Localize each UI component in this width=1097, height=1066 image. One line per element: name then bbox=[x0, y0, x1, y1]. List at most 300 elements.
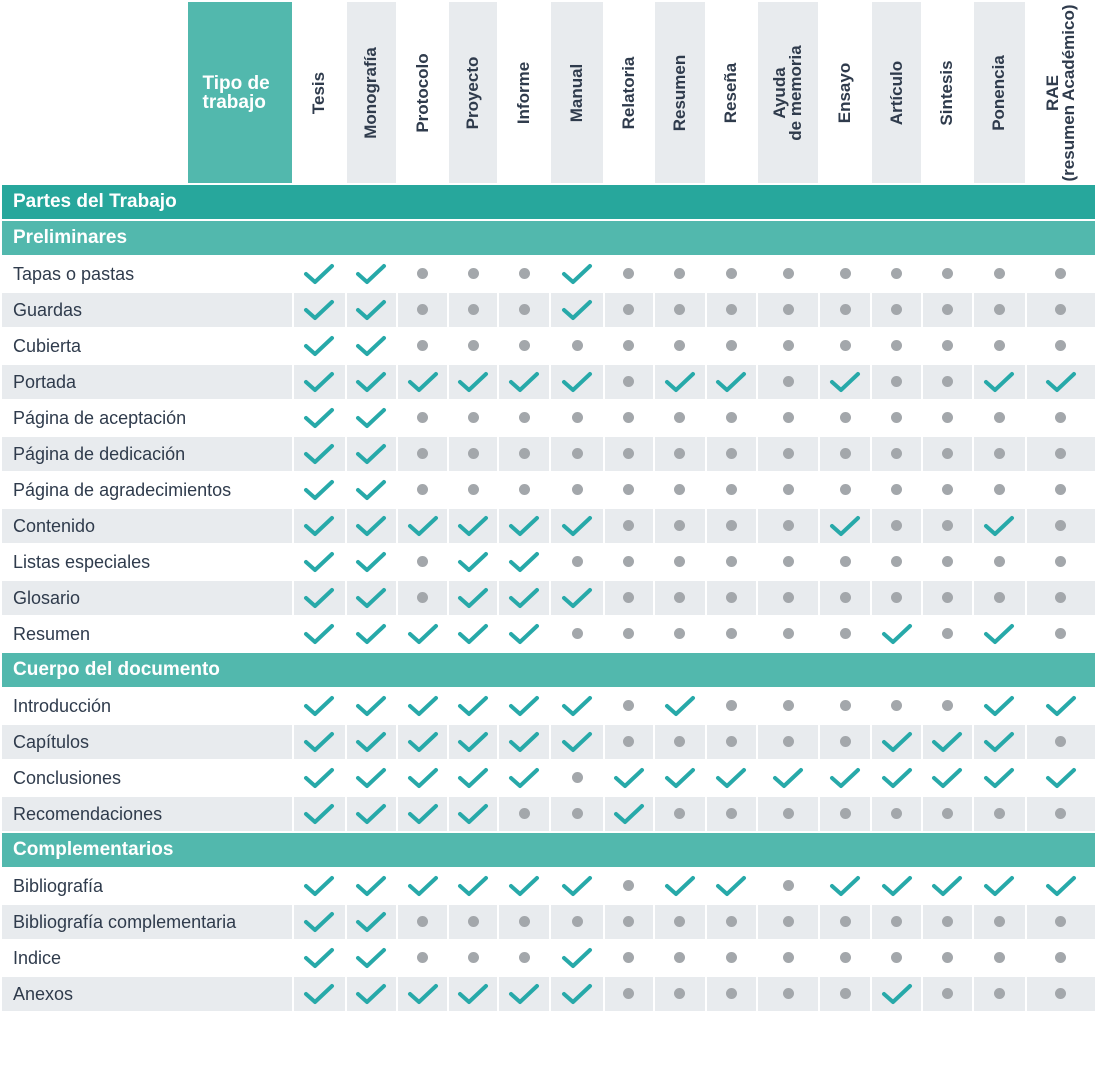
dot-icon bbox=[942, 916, 953, 927]
dot-icon bbox=[726, 592, 737, 603]
cell-included bbox=[448, 544, 498, 580]
cell-not-included bbox=[604, 688, 654, 724]
dot-icon bbox=[942, 304, 953, 315]
dot-icon bbox=[1055, 952, 1066, 963]
cell-not-included bbox=[757, 544, 819, 580]
dot-icon bbox=[1055, 484, 1066, 495]
dot-icon bbox=[840, 268, 851, 279]
dot-icon bbox=[942, 268, 953, 279]
cell-not-included bbox=[550, 616, 603, 652]
dot-icon bbox=[623, 556, 634, 567]
check-icon bbox=[983, 622, 1015, 646]
cell-not-included bbox=[550, 904, 603, 940]
cell-not-included bbox=[550, 760, 603, 796]
check-icon bbox=[303, 262, 335, 286]
dot-icon bbox=[674, 448, 685, 459]
cell-included bbox=[293, 328, 346, 364]
dot-icon bbox=[783, 988, 794, 999]
check-icon bbox=[508, 694, 540, 718]
cell-not-included bbox=[604, 472, 654, 508]
cell-not-included bbox=[604, 256, 654, 292]
dot-icon bbox=[942, 556, 953, 567]
check-icon bbox=[931, 730, 963, 754]
check-icon bbox=[664, 370, 696, 394]
dot-icon bbox=[783, 340, 794, 351]
cell-not-included bbox=[1026, 796, 1096, 832]
cell-not-included bbox=[706, 580, 757, 616]
cell-included bbox=[448, 688, 498, 724]
dot-icon bbox=[572, 772, 583, 783]
check-icon bbox=[355, 514, 387, 538]
dot-icon bbox=[674, 520, 685, 531]
cell-not-included bbox=[973, 580, 1026, 616]
dot-icon bbox=[942, 484, 953, 495]
table-row bbox=[1, 508, 1096, 544]
column-header bbox=[397, 1, 448, 184]
check-icon bbox=[457, 766, 489, 790]
row-label: Listas especiales bbox=[1, 544, 293, 580]
cell-included bbox=[757, 760, 819, 796]
dot-icon bbox=[840, 340, 851, 351]
dot-icon bbox=[1055, 736, 1066, 747]
check-icon bbox=[508, 874, 540, 898]
cell-included bbox=[706, 760, 757, 796]
dot-icon bbox=[994, 592, 1005, 603]
check-icon bbox=[407, 874, 439, 898]
cell-not-included bbox=[973, 436, 1026, 472]
dot-icon bbox=[1055, 304, 1066, 315]
cell-included bbox=[346, 688, 397, 724]
row-label: Página de agradecimientos bbox=[1, 472, 293, 508]
cell-not-included bbox=[604, 292, 654, 328]
cell-included bbox=[550, 688, 603, 724]
table-row bbox=[1, 364, 1096, 400]
cell-not-included bbox=[1026, 724, 1096, 760]
row-label: Introducción bbox=[1, 688, 293, 724]
dot-icon bbox=[417, 592, 428, 603]
dot-icon bbox=[783, 484, 794, 495]
cell-not-included bbox=[1026, 472, 1096, 508]
cell-not-included bbox=[973, 400, 1026, 436]
check-icon bbox=[457, 874, 489, 898]
check-icon bbox=[457, 694, 489, 718]
dot-icon bbox=[417, 448, 428, 459]
dot-icon bbox=[674, 628, 685, 639]
row-label: Página de dedicación bbox=[1, 436, 293, 472]
cell-included bbox=[448, 796, 498, 832]
cell-not-included bbox=[498, 400, 550, 436]
row-label: Bibliografía complementaria bbox=[1, 904, 293, 940]
dot-icon bbox=[840, 556, 851, 567]
dot-icon bbox=[994, 952, 1005, 963]
cell-not-included bbox=[757, 940, 819, 976]
column-header-label: Ayuda de memoria bbox=[770, 44, 806, 141]
dot-icon bbox=[891, 808, 902, 819]
check-icon bbox=[829, 766, 861, 790]
cell-not-included bbox=[922, 472, 972, 508]
cell-not-included bbox=[706, 688, 757, 724]
dot-icon bbox=[726, 988, 737, 999]
dot-icon bbox=[994, 448, 1005, 459]
cell-not-included bbox=[654, 472, 706, 508]
cell-not-included bbox=[819, 616, 871, 652]
section-row bbox=[1, 220, 1096, 256]
cell-not-included bbox=[922, 364, 972, 400]
cell-included bbox=[397, 868, 448, 904]
check-icon bbox=[355, 370, 387, 394]
column-header bbox=[1026, 1, 1096, 184]
dot-icon bbox=[783, 556, 794, 567]
check-icon bbox=[881, 730, 913, 754]
dot-icon bbox=[783, 592, 794, 603]
cell-included bbox=[550, 940, 603, 976]
cell-included bbox=[293, 940, 346, 976]
cell-included bbox=[448, 760, 498, 796]
cell-not-included bbox=[448, 328, 498, 364]
cell-not-included bbox=[604, 436, 654, 472]
cell-not-included bbox=[448, 436, 498, 472]
cell-included bbox=[346, 256, 397, 292]
cell-not-included bbox=[871, 256, 922, 292]
cell-included bbox=[448, 508, 498, 544]
cell-not-included bbox=[1026, 580, 1096, 616]
cell-not-included bbox=[819, 976, 871, 1012]
dot-icon bbox=[417, 304, 428, 315]
dot-icon bbox=[994, 556, 1005, 567]
dot-icon bbox=[726, 340, 737, 351]
dot-icon bbox=[783, 808, 794, 819]
dot-icon bbox=[417, 268, 428, 279]
cell-not-included bbox=[706, 436, 757, 472]
dot-icon bbox=[840, 736, 851, 747]
dot-icon bbox=[519, 448, 530, 459]
cell-not-included bbox=[757, 616, 819, 652]
dot-icon bbox=[674, 952, 685, 963]
column-header-label: Monografía bbox=[361, 46, 381, 139]
dot-icon bbox=[1055, 556, 1066, 567]
cell-not-included bbox=[819, 904, 871, 940]
check-icon bbox=[355, 982, 387, 1006]
dot-icon bbox=[1055, 412, 1066, 423]
dot-icon bbox=[1055, 916, 1066, 927]
cell-included bbox=[973, 760, 1026, 796]
header-row bbox=[1, 1, 1096, 184]
cell-not-included bbox=[654, 724, 706, 760]
dot-icon bbox=[840, 988, 851, 999]
dot-icon bbox=[840, 304, 851, 315]
cell-included bbox=[1026, 760, 1096, 796]
column-header-label: Tesis bbox=[309, 71, 329, 114]
section-title: Complementarios bbox=[1, 832, 1096, 868]
cell-included bbox=[604, 760, 654, 796]
cell-not-included bbox=[871, 940, 922, 976]
dot-icon bbox=[994, 808, 1005, 819]
cell-not-included bbox=[757, 868, 819, 904]
cell-included bbox=[498, 760, 550, 796]
check-icon bbox=[407, 370, 439, 394]
check-icon bbox=[561, 694, 593, 718]
check-icon bbox=[613, 766, 645, 790]
cell-not-included bbox=[1026, 904, 1096, 940]
dot-icon bbox=[783, 880, 794, 891]
table-row bbox=[1, 436, 1096, 472]
check-icon bbox=[983, 694, 1015, 718]
dot-icon bbox=[674, 592, 685, 603]
check-icon bbox=[303, 406, 335, 430]
dot-icon bbox=[840, 808, 851, 819]
dot-icon bbox=[726, 556, 737, 567]
cell-not-included bbox=[819, 436, 871, 472]
section-title: Preliminares bbox=[1, 220, 1096, 256]
dot-icon bbox=[726, 952, 737, 963]
cell-not-included bbox=[448, 292, 498, 328]
cell-not-included bbox=[973, 544, 1026, 580]
dot-icon bbox=[674, 268, 685, 279]
cell-included bbox=[293, 904, 346, 940]
dot-icon bbox=[674, 916, 685, 927]
cell-included bbox=[346, 436, 397, 472]
cell-included bbox=[550, 580, 603, 616]
row-label: Anexos bbox=[1, 976, 293, 1012]
cell-included bbox=[550, 868, 603, 904]
cell-included bbox=[498, 868, 550, 904]
dot-icon bbox=[623, 340, 634, 351]
dot-icon bbox=[623, 628, 634, 639]
dot-icon bbox=[994, 340, 1005, 351]
check-icon bbox=[561, 874, 593, 898]
check-icon bbox=[508, 550, 540, 574]
cell-not-included bbox=[604, 508, 654, 544]
check-icon bbox=[303, 550, 335, 574]
dot-icon bbox=[891, 376, 902, 387]
dot-icon bbox=[1055, 808, 1066, 819]
column-header bbox=[819, 1, 871, 184]
cell-included bbox=[871, 760, 922, 796]
check-icon bbox=[355, 478, 387, 502]
dot-icon bbox=[942, 700, 953, 711]
dot-icon bbox=[726, 412, 737, 423]
check-icon bbox=[355, 406, 387, 430]
cell-not-included bbox=[706, 400, 757, 436]
cell-not-included bbox=[550, 328, 603, 364]
section-row bbox=[1, 832, 1096, 868]
dot-icon bbox=[840, 448, 851, 459]
table-row bbox=[1, 868, 1096, 904]
dot-icon bbox=[519, 412, 530, 423]
column-header-label: Ponencia bbox=[989, 54, 1009, 131]
column-header-label: Proyecto bbox=[463, 56, 483, 129]
column-header-label: Reseña bbox=[721, 62, 741, 123]
cell-not-included bbox=[448, 256, 498, 292]
cell-not-included bbox=[654, 256, 706, 292]
check-icon bbox=[355, 802, 387, 826]
dot-icon bbox=[623, 268, 634, 279]
dot-icon bbox=[840, 916, 851, 927]
cell-included bbox=[293, 760, 346, 796]
cell-not-included bbox=[498, 328, 550, 364]
cell-not-included bbox=[654, 616, 706, 652]
cell-not-included bbox=[922, 400, 972, 436]
cell-not-included bbox=[757, 904, 819, 940]
check-icon bbox=[715, 370, 747, 394]
cell-not-included bbox=[757, 796, 819, 832]
dot-icon bbox=[519, 484, 530, 495]
dot-icon bbox=[783, 700, 794, 711]
cell-included bbox=[397, 688, 448, 724]
cell-not-included bbox=[604, 724, 654, 760]
dot-icon bbox=[623, 376, 634, 387]
column-header-label: Protocolo bbox=[412, 52, 432, 133]
dot-icon bbox=[468, 952, 479, 963]
dot-icon bbox=[468, 268, 479, 279]
check-icon bbox=[457, 370, 489, 394]
column-header bbox=[871, 1, 922, 184]
column-header bbox=[604, 1, 654, 184]
cell-not-included bbox=[448, 400, 498, 436]
cell-included bbox=[550, 292, 603, 328]
cell-included bbox=[654, 868, 706, 904]
dot-icon bbox=[891, 304, 902, 315]
check-icon bbox=[1045, 766, 1077, 790]
dot-icon bbox=[1055, 340, 1066, 351]
check-icon bbox=[664, 694, 696, 718]
dot-icon bbox=[891, 556, 902, 567]
dot-icon bbox=[572, 448, 583, 459]
cell-not-included bbox=[871, 292, 922, 328]
cell-included bbox=[922, 868, 972, 904]
cell-included bbox=[498, 616, 550, 652]
cell-not-included bbox=[757, 292, 819, 328]
cell-not-included bbox=[973, 940, 1026, 976]
dot-icon bbox=[623, 700, 634, 711]
cell-not-included bbox=[397, 544, 448, 580]
dot-icon bbox=[519, 808, 530, 819]
check-icon bbox=[561, 370, 593, 394]
cell-not-included bbox=[706, 796, 757, 832]
dot-icon bbox=[674, 304, 685, 315]
check-icon bbox=[829, 370, 861, 394]
cell-not-included bbox=[819, 580, 871, 616]
cell-not-included bbox=[550, 400, 603, 436]
row-label: Glosario bbox=[1, 580, 293, 616]
check-icon bbox=[355, 586, 387, 610]
column-header bbox=[922, 1, 972, 184]
dot-icon bbox=[1055, 268, 1066, 279]
cell-not-included bbox=[819, 328, 871, 364]
cell-not-included bbox=[757, 580, 819, 616]
dot-icon bbox=[726, 520, 737, 531]
dot-icon bbox=[726, 484, 737, 495]
row-label: Guardas bbox=[1, 292, 293, 328]
check-icon bbox=[561, 586, 593, 610]
dot-icon bbox=[417, 916, 428, 927]
check-icon bbox=[303, 478, 335, 502]
dot-icon bbox=[623, 520, 634, 531]
check-icon bbox=[1045, 694, 1077, 718]
cell-not-included bbox=[397, 292, 448, 328]
dot-icon bbox=[891, 448, 902, 459]
cell-not-included bbox=[604, 328, 654, 364]
cell-not-included bbox=[706, 904, 757, 940]
cell-not-included bbox=[973, 976, 1026, 1012]
cell-not-included bbox=[654, 940, 706, 976]
check-icon bbox=[457, 550, 489, 574]
cell-not-included bbox=[1026, 508, 1096, 544]
cell-included bbox=[346, 868, 397, 904]
dot-icon bbox=[417, 484, 428, 495]
cell-included bbox=[871, 616, 922, 652]
check-icon bbox=[355, 334, 387, 358]
dot-icon bbox=[417, 340, 428, 351]
column-header-label: Artículo bbox=[886, 60, 906, 125]
column-header bbox=[293, 1, 346, 184]
cell-not-included bbox=[604, 904, 654, 940]
cell-included bbox=[654, 364, 706, 400]
check-icon bbox=[664, 766, 696, 790]
cell-included bbox=[973, 688, 1026, 724]
cell-not-included bbox=[871, 436, 922, 472]
cell-included bbox=[871, 976, 922, 1012]
dot-icon bbox=[623, 736, 634, 747]
cell-included bbox=[293, 400, 346, 436]
dot-icon bbox=[468, 916, 479, 927]
row-label: Página de aceptación bbox=[1, 400, 293, 436]
dot-icon bbox=[674, 484, 685, 495]
dot-icon bbox=[783, 268, 794, 279]
check-icon bbox=[1045, 874, 1077, 898]
cell-not-included bbox=[604, 400, 654, 436]
cell-included bbox=[293, 472, 346, 508]
table-row bbox=[1, 544, 1096, 580]
column-header-label: Sintesis bbox=[937, 59, 957, 126]
cell-included bbox=[397, 796, 448, 832]
dot-icon bbox=[891, 520, 902, 531]
dot-icon bbox=[674, 556, 685, 567]
cell-included bbox=[346, 940, 397, 976]
check-icon bbox=[407, 514, 439, 538]
check-icon bbox=[457, 622, 489, 646]
dot-icon bbox=[623, 304, 634, 315]
check-icon bbox=[983, 730, 1015, 754]
dot-icon bbox=[623, 484, 634, 495]
cell-included bbox=[397, 616, 448, 652]
cell-not-included bbox=[757, 400, 819, 436]
cell-not-included bbox=[1026, 256, 1096, 292]
check-icon bbox=[881, 622, 913, 646]
dot-icon bbox=[783, 916, 794, 927]
check-icon bbox=[355, 442, 387, 466]
column-header bbox=[706, 1, 757, 184]
cell-included bbox=[973, 724, 1026, 760]
check-icon bbox=[829, 514, 861, 538]
cell-not-included bbox=[871, 364, 922, 400]
check-icon bbox=[983, 766, 1015, 790]
cell-not-included bbox=[397, 436, 448, 472]
cell-included bbox=[819, 508, 871, 544]
cell-included bbox=[973, 364, 1026, 400]
cell-not-included bbox=[871, 328, 922, 364]
cell-not-included bbox=[819, 256, 871, 292]
check-icon bbox=[303, 370, 335, 394]
cell-not-included bbox=[550, 544, 603, 580]
check-icon bbox=[508, 982, 540, 1006]
cell-not-included bbox=[871, 472, 922, 508]
table-row bbox=[1, 580, 1096, 616]
table-row bbox=[1, 292, 1096, 328]
cell-not-included bbox=[448, 904, 498, 940]
cell-not-included bbox=[654, 580, 706, 616]
cell-not-included bbox=[871, 508, 922, 544]
